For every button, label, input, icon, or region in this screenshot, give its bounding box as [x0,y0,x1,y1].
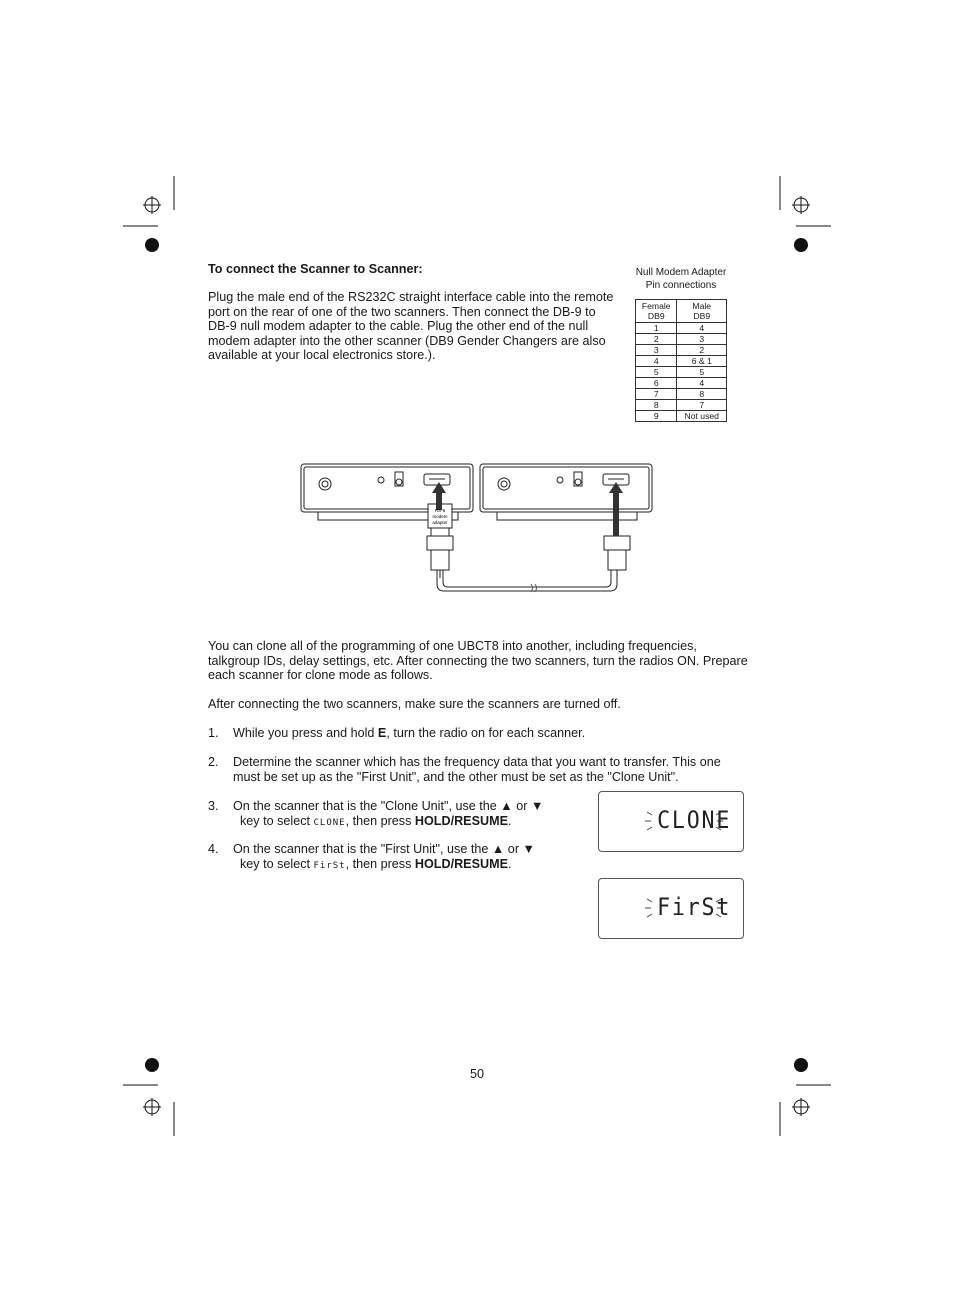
step-number: 2. [208,755,219,769]
table-row [636,345,727,356]
table-cell: Not used [677,411,727,422]
adapter-label-1: RS-9 [434,508,446,513]
lcd-display-first [598,878,744,939]
header-male-line2: DB9 [693,311,711,321]
step-text-part: , then press [345,856,415,871]
header-male-line1: Male [692,301,712,311]
key-hold-resume: HOLD/RESUME [414,856,508,871]
cable-connector-left [427,536,453,578]
page-number: 50 [469,1067,484,1081]
step-text-part: or [512,799,531,813]
step-text-part: , turn the radio on for each scanner. [386,726,586,740]
table-row [636,356,727,367]
table-row [636,334,727,345]
connection-diagram [298,460,658,600]
pin-table [635,299,727,422]
connect-paragraph: Plug the male end of the RS232C straight interface cable into the remote port on the rear of one of the two scanners. Then connect the DB-9 to DB-9 null modem adapter to the cable. Plug the other end of the null modem adapter into the other scanner (DB9 Gender Changers are also available at your local electronics store.). [208,290,614,363]
table-row [636,367,727,378]
table-cell: 9 [636,411,677,422]
step-text-part: While you press and hold [233,726,378,740]
table-cell: 2 [677,345,727,356]
scanner-right-illustration [480,464,652,520]
clone-intro: You can clone all of the programming of one UBCT8 into another, including frequencies, talkgroup IDs, delay settings, etc. After connecting the two scanners, turn the radios ON. Prepare each scanner for clone mode as follows. [208,639,748,683]
table-row [636,411,727,422]
table-cell: 6 [636,378,677,389]
up-arrow-icon: ▲ [500,799,513,813]
table-cell: 6 & 1 [677,356,727,367]
key-e: E [377,726,387,740]
pin-table-caption-line1: Null Modem Adapter [635,267,727,278]
step-4 [208,842,598,874]
table-cell: 4 [677,323,727,334]
table-row [636,378,727,389]
header-female-line1: Female [641,301,671,311]
adapter-label-2: modem [432,514,448,519]
key-hold-resume: HOLD/RESUME [414,813,508,828]
step-text-part: . [507,856,512,871]
step-text-part: . [507,813,512,828]
table-cell: 2 [636,334,677,345]
step-2 [208,755,748,787]
step-text: Determine the scanner which has the frequency data that you want to transfer. This one must be set up as the "First Unit", and the other must be set as the "Clone Unit". [233,755,721,784]
step-text-part: key to select [233,813,314,828]
table-cell: 7 [636,389,677,400]
lcd-text-first: FirSt [657,893,732,921]
step-1 [208,726,748,742]
step-number: 3. [208,799,219,813]
step-text-part: key to select [233,856,314,871]
table-cell: 5 [677,367,727,378]
pin-table-caption [612,266,750,292]
step-3 [208,799,598,831]
table-cell: 8 [636,400,677,411]
lcd-inline-clone: CLONE [313,817,346,828]
header-male [677,300,727,323]
step-text [233,842,593,873]
step-text-part: On the scanner that is the "Clone Unit", use the [233,799,501,813]
table-cell: 3 [677,334,727,345]
pin-table-header-row [636,300,727,323]
serial-cable [437,570,617,591]
header-female-line2: DB9 [647,311,665,321]
lcd-display-clone [598,791,744,852]
table-cell: 8 [677,389,727,400]
table-row [636,323,727,334]
table-cell: 5 [636,367,677,378]
pin-table-wrapper [635,299,727,422]
header-female [636,300,677,323]
step-text-part: On the scanner that is the "First Unit", use the [233,842,492,856]
pin-table-caption-line2: Pin connections [645,280,717,291]
step-number: 4. [208,842,219,856]
step-text-part: , then press [345,813,415,828]
table-cell: 1 [636,323,677,334]
clone-note: After connecting the two scanners, make sure the scanners are turned off. [208,697,621,711]
lcd-inline-first: FirSt [313,860,346,871]
table-cell: 3 [636,345,677,356]
section-heading: To connect the Scanner to Scanner: [208,262,423,276]
lcd-text-clone: CLONE [657,806,732,834]
down-arrow-icon: ▼ [530,799,544,813]
up-arrow-icon: ▲ [491,842,505,856]
table-cell: 7 [677,400,727,411]
table-cell: 4 [636,356,677,367]
adapter-label-3: adapter [432,520,448,525]
step-number: 1. [208,726,219,740]
table-row [636,400,727,411]
step-text-part: or [504,842,523,856]
down-arrow-icon: ▼ [522,842,535,856]
table-cell: 4 [677,378,727,389]
step-text [233,726,585,741]
table-row [636,389,727,400]
step-text [233,799,593,830]
